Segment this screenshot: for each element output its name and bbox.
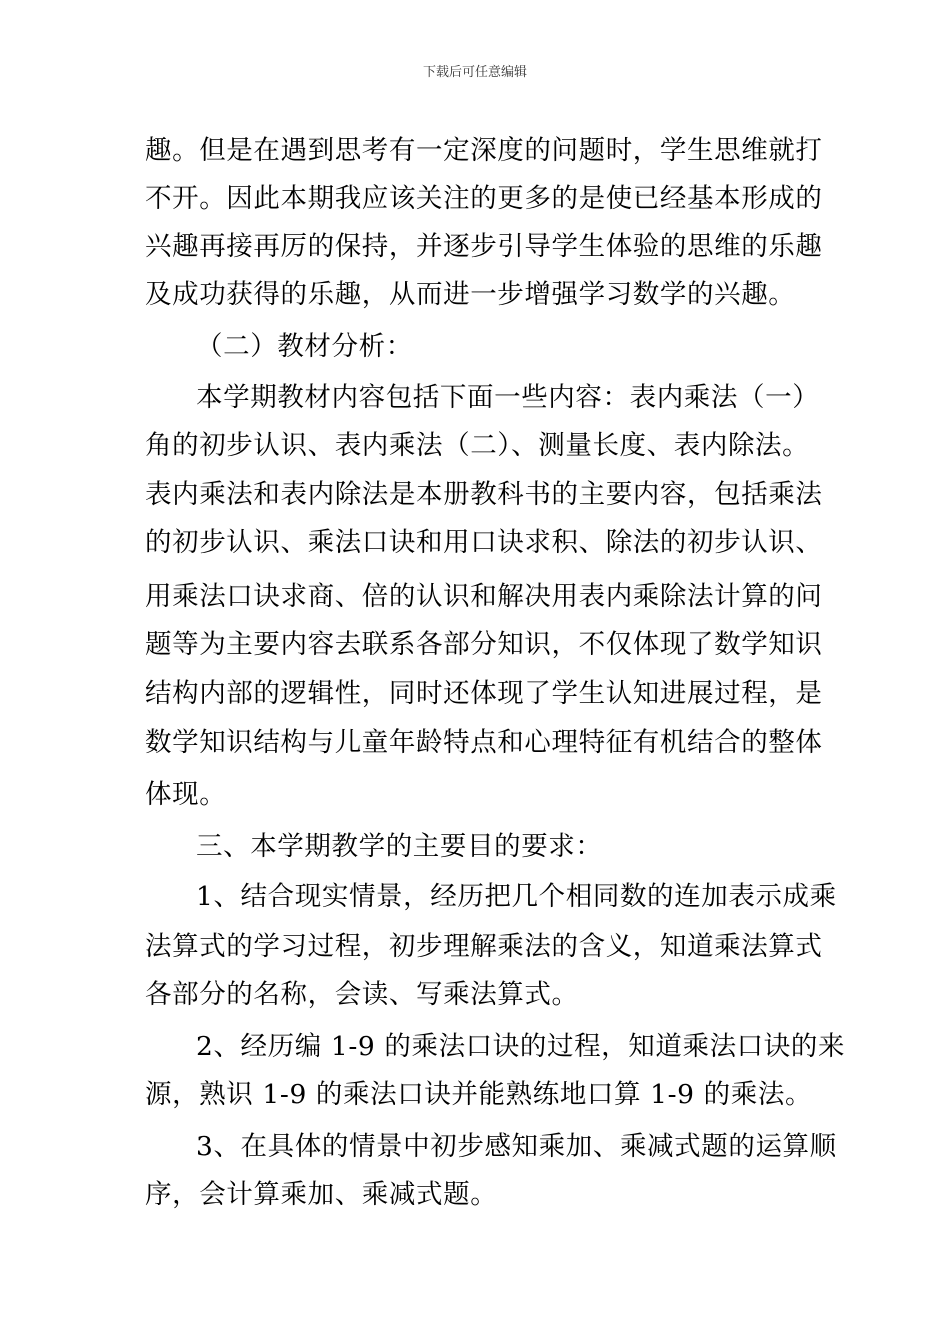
text-line: 2、经历编 1-9 的乘法口诀的过程，知道乘法口诀的来 <box>196 1031 846 1062</box>
page-header-note: 下载后可任意编辑 <box>422 65 527 80</box>
text-line: 趣。但是在遇到思考有一定深度的问题时，学生思维就打 <box>145 135 823 166</box>
text-line: 体现。 <box>145 779 227 810</box>
text-line: 本学期教材内容包括下面一些内容：表内乘法（一） <box>196 382 820 413</box>
text-line: 结构内部的逻辑性，同时还体现了学生认知进展过程，是 <box>145 678 823 709</box>
text-line: 角的初步认识、表内乘法（二）、测量长度、表内除法。 <box>145 430 810 461</box>
text-line: 用乘法口诀求商、倍的认识和解决用表内乘除法计算的问 <box>145 581 823 612</box>
text-line: 题等为主要内容去联系各部分知识，不仅体现了数学知识 <box>145 629 823 660</box>
text-line: 的初步认识、乘法口诀和用口诀求积、除法的初步认识、 <box>145 527 823 558</box>
section-heading: 三、本学期教学的主要目的要求： <box>196 831 603 862</box>
text-line: 源，熟识 1-9 的乘法口诀并能熟练地口算 1-9 的乘法。 <box>145 1079 813 1110</box>
text-line: 表内乘法和表内除法是本册教科书的主要内容，包括乘法 <box>145 479 823 510</box>
text-line: 序，会计算乘加、乘减式题。 <box>145 1179 498 1210</box>
text-line: 3、在具体的情景中初步感知乘加、乘减式题的运算顺 <box>196 1131 837 1162</box>
text-line: 数学知识结构与儿童年龄特点和心理特征有机结合的整体 <box>145 727 823 758</box>
text-line: 兴趣再接再厉的保持，并逐步引导学生体验的思维的乐趣 <box>145 231 823 262</box>
text-line: 法算式的学习过程，初步理解乘法的含义，知道乘法算式 <box>145 931 823 962</box>
text-line: 1、结合现实情景，经历把几个相同数的连加表示成乘 <box>196 881 837 912</box>
text-line: 各部分的名称，会读、写乘法算式。 <box>145 979 579 1010</box>
text-line: 及成功获得的乐趣，从而进一步增强学习数学的兴趣。 <box>145 279 796 310</box>
text-line: 不开。因此本期我应该关注的更多的是使已经基本形成的 <box>145 183 823 214</box>
section-heading: （二）教材分析： <box>196 331 413 362</box>
